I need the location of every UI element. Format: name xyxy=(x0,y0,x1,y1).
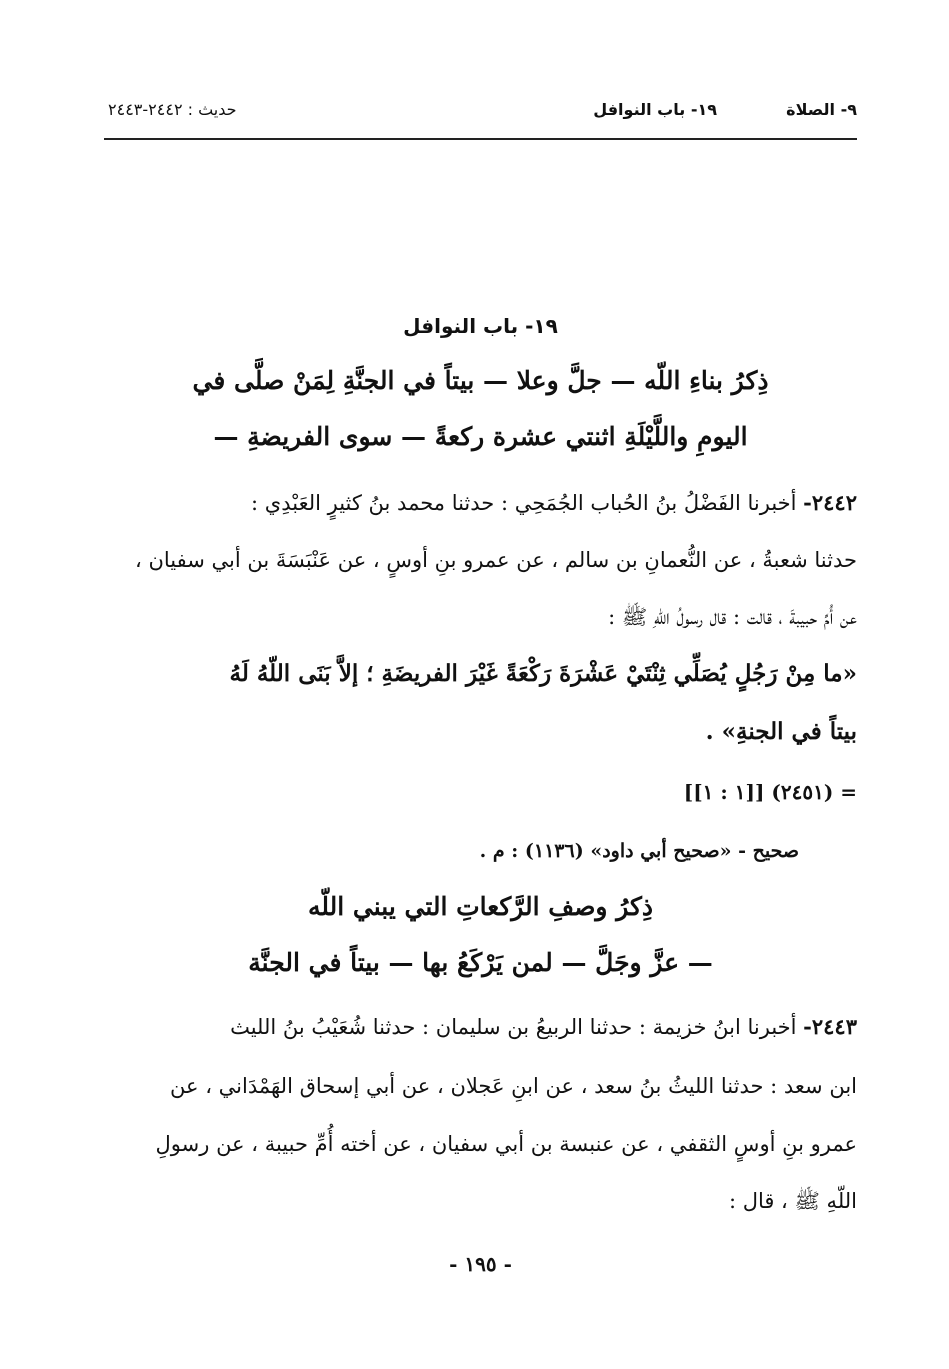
hadith-2442-line-2: حدثنا شعبةُ ، عن النُّعمانِ بن سالم ، عن عمرو بنِ أوسٍ ، عن عَنْبَسَةَ بن أبي سفيان ، xyxy=(134,548,857,572)
hadith-number: ٢٤٤٣- xyxy=(803,1014,857,1039)
hadith-2443-line-1: ٢٤٤٣- أخبرنا ابنُ خزيمة : حدثنا الربيعُ بن سليمان : حدثنا شُعَيْبُ بنُ الليث xyxy=(230,1014,857,1039)
hadith-2443-line-4: اللّهِ ﷺ ، قال : xyxy=(728,1189,857,1213)
hadith-2442-grade: صحيح - «صحيح أبي داود» (١١٣٦) : م . xyxy=(479,840,799,862)
heading-1-line-2: اليومِ واللَّيْلَةِ اثنتي عشرة ركعةً — سوى الفريضةِ — xyxy=(213,422,748,451)
heading-1-line-1: ذِكرُ بناءِ اللّه — جلَّ وعلا — بيتاً في الجنَّةِ لِمَنْ صلَّى في xyxy=(192,366,769,395)
running-header-hadith-range: حديث : ٢٤٤٢-٢٤٤٣ xyxy=(108,100,237,119)
chapter-title: ١٩- باب النوافل xyxy=(403,314,558,338)
page-number: - ١٩٥ - xyxy=(449,1252,512,1276)
running-header-section: ١٩- باب النوافل xyxy=(593,100,717,119)
header-divider xyxy=(104,138,857,140)
heading-2-line-2: — عزَّ وجَلَّ — لمن يَرْكَعُ بها — بيتاً في الجنَّة xyxy=(248,948,713,977)
hadith-2442-line-1: ٢٤٤٢- أخبرنا الفَضْلُ بنُ الحُباب الجُمَحِي : حدثنا محمد بنُ كثيرٍ العَبْدِي : xyxy=(251,490,857,515)
hadith-2442-matn-line-1: «ما مِنْ رَجُلٍ يُصَلِّي ثِنْتَيْ عَشْرَةَ رَكْعَةً غَيْرَ الفريضَةِ ؛ إلاَّ بَنَى اللّهُ لَهُ xyxy=(229,660,857,687)
hadith-number: ٢٤٤٢- xyxy=(803,490,857,515)
running-header-chapter: ٩- الصلاة xyxy=(786,100,857,119)
hadith-2442-matn-line-2: بيتاً في الجنةِ» . xyxy=(705,718,857,745)
hadith-2443-line-3: عمرو بنِ أوسٍ الثقفي ، عن عنبسة بن أبي سفيان ، عن أخته أُمِّ حبيبة ، عن رسولِ xyxy=(155,1132,857,1156)
hadith-2442-reference: = (٢٤٥١) [[١ : ١]] xyxy=(683,780,857,804)
hadith-2442-line-3: عن أُمِّ حبيبةَ ، قالت : قال رسولُ اللّهِ ﷺ : xyxy=(608,605,857,629)
hadith-2443-line-2: ابن سعد : حدثنا الليثُ بنُ سعد ، عن ابنِ عَجلان ، عن أبي إسحاق الهَمْدَاني ، عن xyxy=(170,1074,857,1098)
heading-2-line-1: ذِكرُ وصفِ الرَّكعاتِ التي يبني اللّه xyxy=(307,892,654,921)
